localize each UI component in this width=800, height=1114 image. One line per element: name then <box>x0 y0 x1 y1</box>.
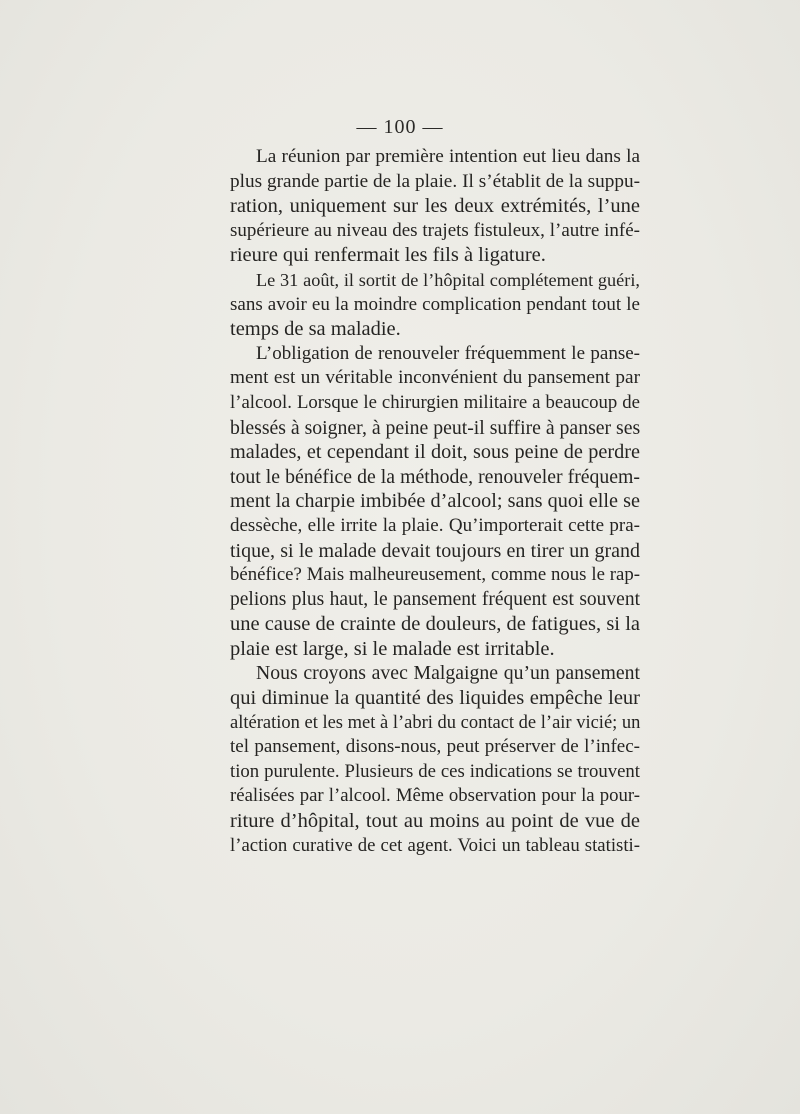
text-line: altération et les met à l’abri du contact de l’air vicié; un <box>230 712 641 733</box>
text-line: plus grande partie de la plaie. Il s’établit de la suppu- <box>230 170 640 192</box>
text-line: rieure qui renfermait les fils à ligature. <box>230 244 546 267</box>
text-line: l’action curative de cet agent. Voici un tableau statisti- <box>230 834 640 856</box>
text-line: qui diminue la quantité des liquides empêche leur <box>230 687 640 710</box>
text-line: malades, et cependant il doit, sous peine de perdre <box>230 441 640 464</box>
text-line: réalisées par l’alcool. Même observation pour la pour- <box>230 785 640 807</box>
text-line: dessèche, elle irrite la plaie. Qu’importerait cette pra- <box>230 514 640 536</box>
text-line: ment est un véritable inconvénient du pansement par <box>230 367 640 389</box>
text-line: tout le bénéfice de la méthode, renouveler fréquem- <box>230 465 640 488</box>
text-line: ration, uniquement sur les deux extrémités, l’une <box>230 195 640 218</box>
text-line: tique, si le malade devait toujours en tirer un grand <box>230 539 640 562</box>
text-line: bénéfice? Mais malheureusement, comme nous le rap- <box>230 564 640 586</box>
text-line: ment la charpie imbibée d’alcool; sans quoi elle se <box>230 490 640 513</box>
text-line: sans avoir eu la moindre complication pendant tout le <box>230 293 640 315</box>
text-line: tion purulente. Plusieurs de ces indications se trouvent <box>230 760 640 782</box>
text-line: plaie est large, si le malade est irritable. <box>230 637 555 660</box>
text-line: La réunion par première intention eut lieu dans la <box>256 146 640 167</box>
text-line: tel pansement, disons-nous, peut préserver de l’infec- <box>230 736 640 758</box>
body-text <box>230 145 640 858</box>
text-line: pelions plus haut, le pansement fréquent est souvent <box>230 588 640 610</box>
text-line: Le 31 août, il sortit de l’hôpital complétement guéri, <box>256 269 640 290</box>
text-line: supérieure au niveau des trajets fistuleux, l’autre infé- <box>230 219 640 241</box>
text-line: une cause de crainte de douleurs, de fatigues, si la <box>230 613 640 636</box>
text-line: blessés à soigner, à peine peut-il suffire à panser ses <box>230 416 641 439</box>
text-line: temps de sa maladie. <box>230 318 401 341</box>
text-line: l’alcool. Lorsque le chirurgien militaire a beaucoup de <box>230 391 640 413</box>
text-line: Nous croyons avec Malgaigne qu’un pansement <box>256 662 640 685</box>
text-line: L’obligation de renouveler fréquemment le panse- <box>256 342 640 364</box>
text-line: riture d’hôpital, tout au moins au point de vue de <box>230 810 640 833</box>
page-number: — 100 — <box>356 116 444 138</box>
